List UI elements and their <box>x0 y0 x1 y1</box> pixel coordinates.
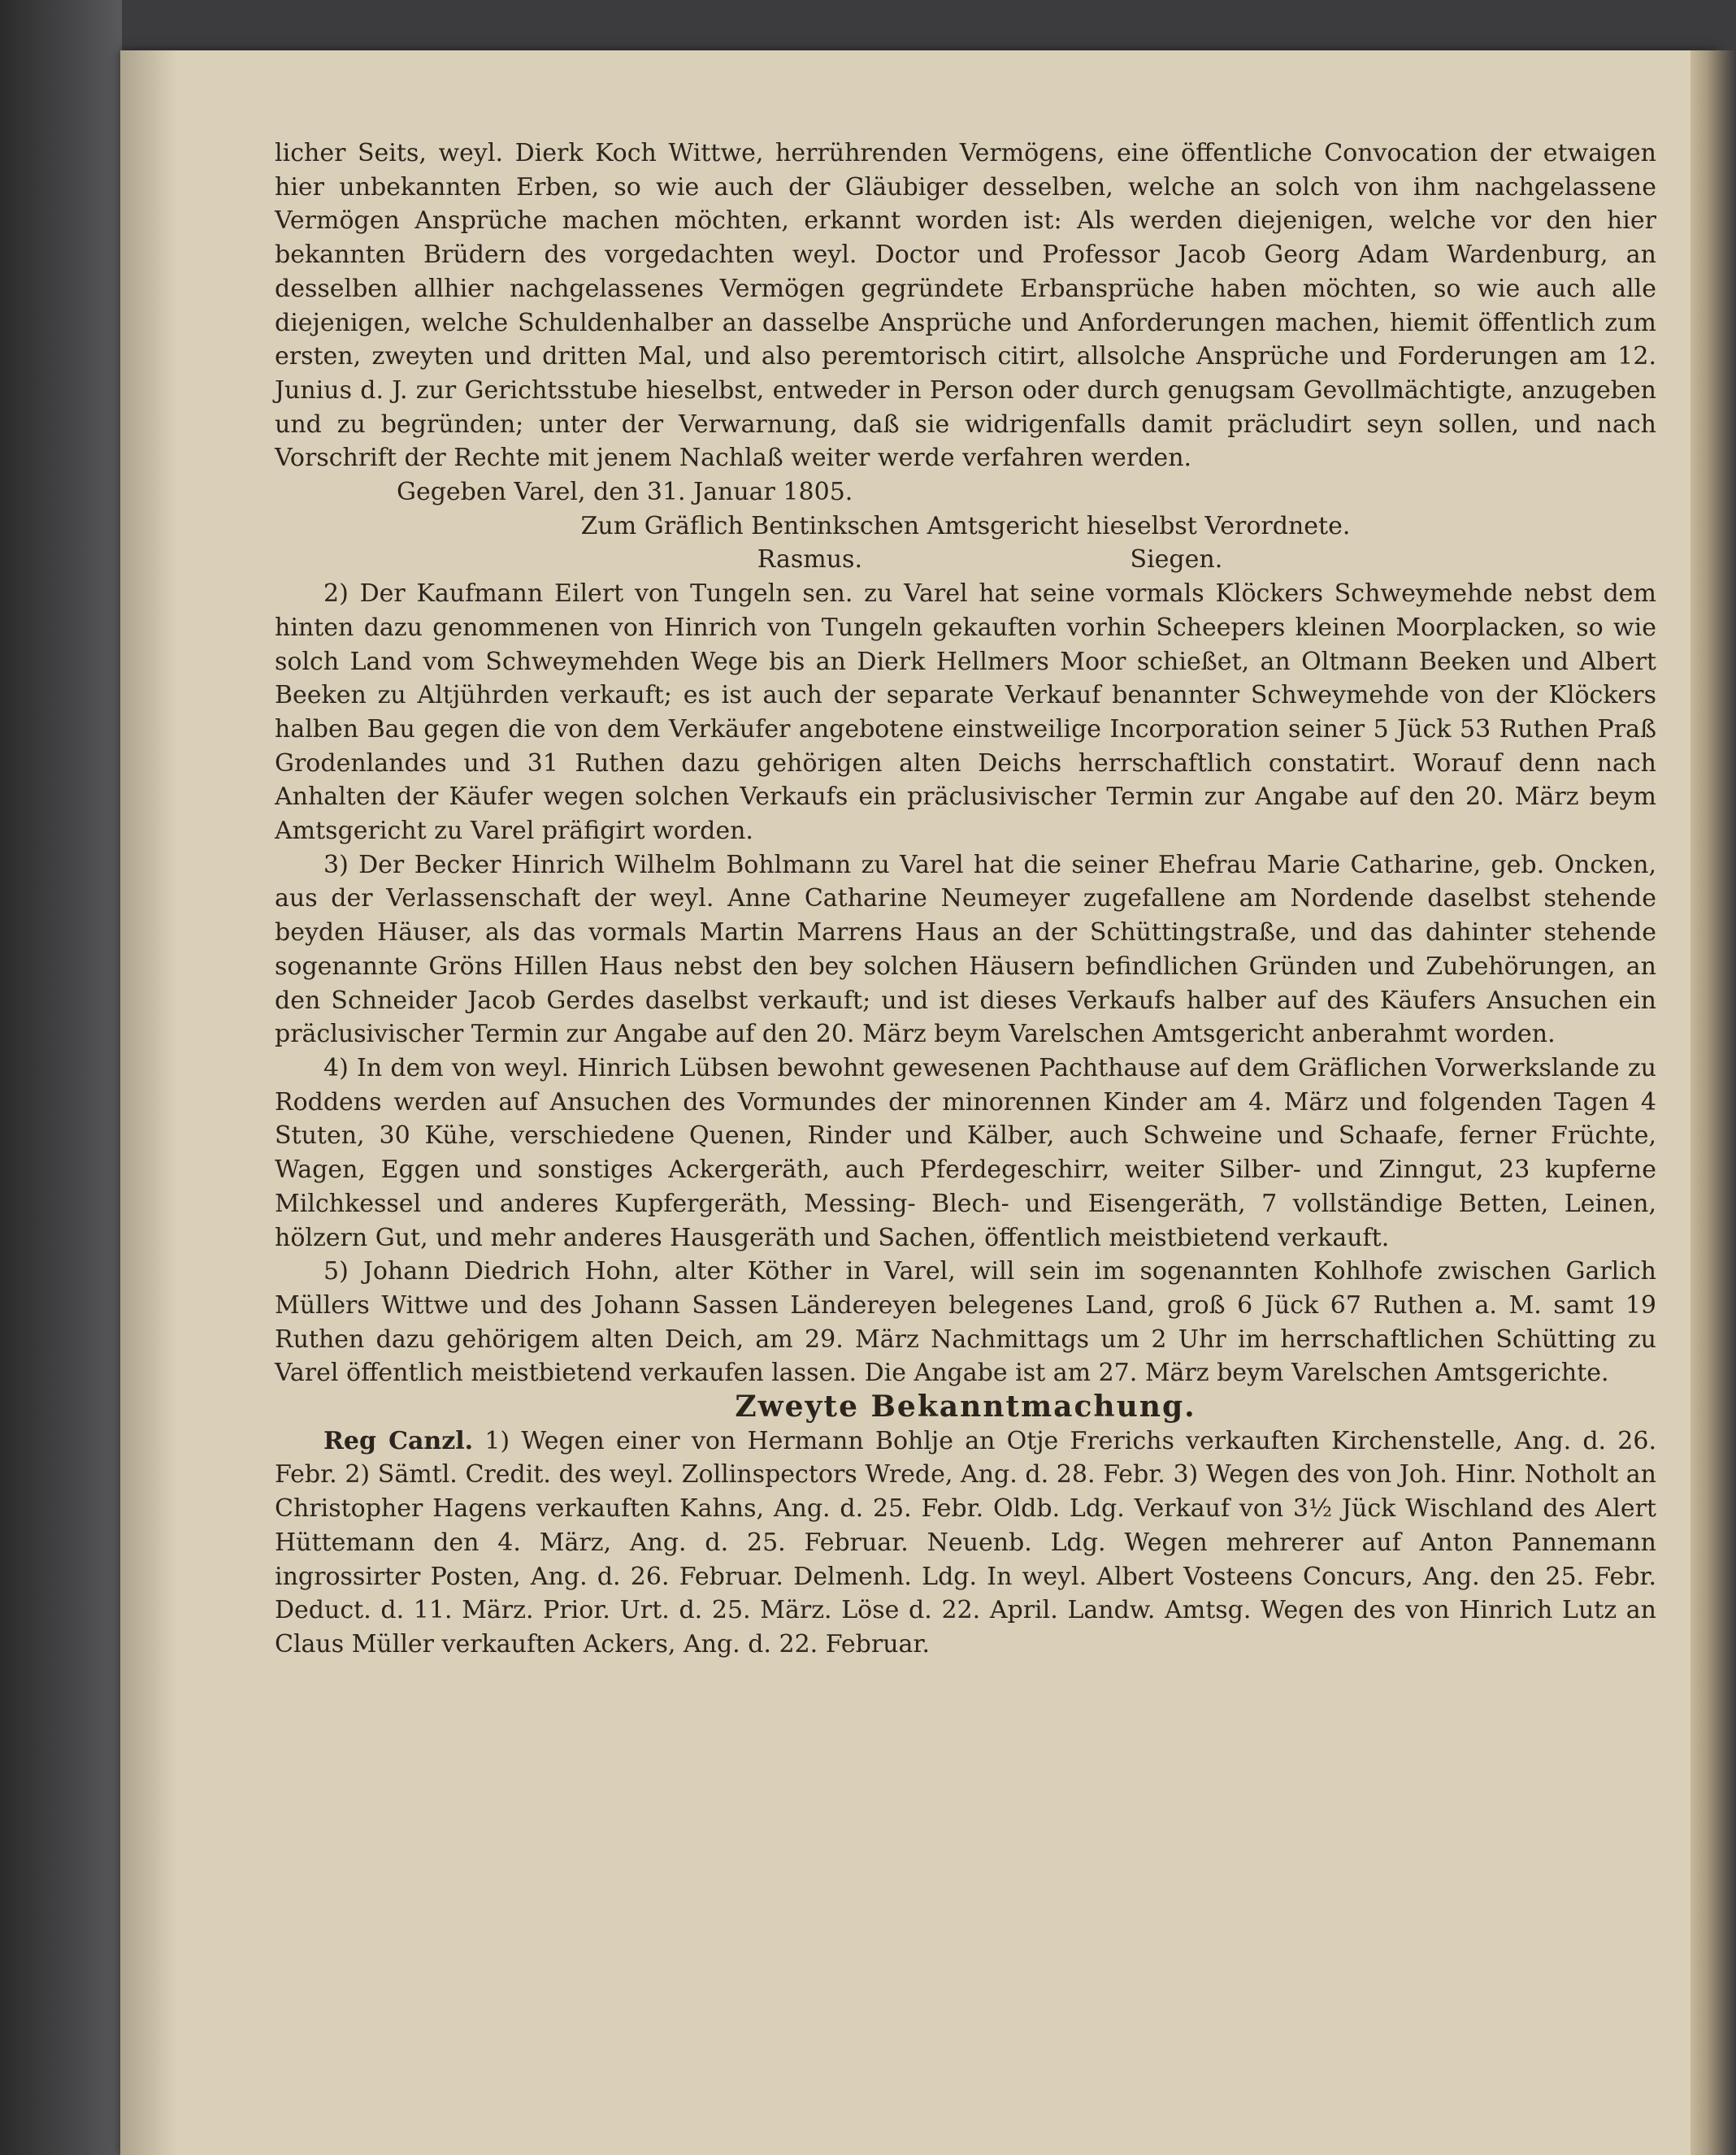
paragraph-2: 2) Der Kaufmann Eilert von Tungeln sen. zu Varel hat seine vormals Klöckers Schweymehde nebst dem hinten dazu genommenen von Hinrich von Tungeln gekauften vorhin Scheepers kleinen Moorplacken, so wie solch Land vom Schweymehden Wege bis an Dierk Hellmers Moor schießet, an Oltmann Beeken und Albert Beeken zu Altjührden verkauft; es ist auch der separate Verkauf benannter Schweymehde von der Klöckers halben Bau gegen die von dem Verkäufer angebotene einstweilige Incorporation seiner 5 Jück 53 Ruthen Praß Grodenlandes und 31 Ruthen dazu gehörigen alten Deichs herrschaftlich constatirt. Worauf denn nach Anhalten der Käufer wegen solchen Verkaufs ein präclusivischer Termin zur Angabe auf den 20. März beym Amtsgericht zu Varel präfigirt worden. <box>275 579 1656 846</box>
scanner-background <box>0 0 122 2155</box>
signatures: Rasmus. Siegen. <box>757 545 1223 575</box>
paragraph-intro: licher Seits, weyl. Dierk Koch Wittwe, herrührenden Vermögens, eine öffentliche Convocation der etwaigen hier unbekannten Erben, so wie auch der Gläubiger desselben, welche an solch von ihm nachgelassene Vermögen Ansprüche machen möchten, erkannt worden ist: Als werden diejenigen, welche vor den hier bekannten Brüdern des vorgedachten weyl. Doctor und Professor Jacob Georg Adam Wardenburg, an desselben allhier nachgelassenes Vermögen gegründete Erbansprüche haben möchten, so wie auch alle diejenigen, welche Schuldenhalber an dasselbe Ansprüche und Anforderungen machen, hiemit öffentlich zum ersten, zweyten und dritten Mal, und also peremtorisch citirt, allsolche Ansprüche und Forderungen am 12. Junius d. J. zur Gerichtsstube hieselbst, entweder in Person oder durch genugsam Gevollmächtigte, anzugeben und zu begründen; unter der Verwarnung, daß sie widrigenfalls damit präcludirt seyn sollen, und nach Vorschrift der Rechte mit jenem Nachlaß weiter werde verfahren werden. <box>275 139 1656 473</box>
final-rest: 1) Wegen einer von Hermann Bohlje an Otje Frerichs verkauften Kirchenstelle, Ang. d. 26. Febr. 2) Sämtl. Credit. des weyl. Zollinspectors Wrede, Ang. d. 28. Febr. 3) Wegen des von Joh. Hinr. Notholt an Christopher Hagens verkauften Kahns, Ang. d. 25. Febr. Oldb. Ldg. Verkauf von 3½ Jück Wischland des Alert Hüttemann den 4. März, Ang. d. 25. Februar. Neuenb. Ldg. Wegen mehrerer auf Anton Pannemann ingrossirter Posten, Ang. d. 26. Februar. Delmenh. Ldg. In weyl. Albert Vosteens Concurs, Ang. den 25. Febr. Deduct. d. 11. März. Prior. Urt. d. 25. März. Löse d. 22. April. Landw. Amtsg. Wegen des von Hinrich Lutz an Claus Müller verkauften Ackers, Ang. d. 22. Februar. <box>275 1426 1656 1659</box>
date-line: Gegeben Varel, den 31. Januar 1805. <box>397 478 853 507</box>
paragraph-final <box>275 1424 1656 1662</box>
authority-line: Zum Gräflich Bentinkschen Amtsgericht hieselbst Verordnete. <box>580 511 1351 540</box>
section-heading: Zweyte Bekanntmachung. <box>735 1390 1196 1424</box>
final-lead: Reg Canzl. <box>323 1426 474 1455</box>
paragraph-3: 3) Der Becker Hinrich Wilhelm Bohlmann zu Varel hat die seiner Ehefrau Marie Catharine, geb. Oncken, aus der Verlassenschaft der weyl. Anne Catharine Neumeyer zugefallene am Nordende daselbst stehende beyden Häuser, als das vormals Martin Marrens Haus an der Schüttingstraße, und das dahinter stehende sogenannte Gröns Hillen Haus nebst den bey solchen Häusern befindlichen Gründen und Zubehörungen, an den Schneider Jacob Gerdes daselbst verkauft; und ist dieses Verkaufs halber auf des Käufers Ansuchen ein präclusivischer Termin zur Angabe auf den 20. März beym Varelschen Amtsgericht anberahmt worden. <box>275 850 1656 1049</box>
paragraph-5: 5) Johann Diedrich Hohn, alter Köther in Varel, will sein im sogenannten Kohlhofe zwischen Garlich Müllers Wittwe und des Johann Sassen Ländereyen belegenes Land, groß 6 Jück 67 Ruthen a. M. samt 19 Ruthen dazu gehörigem alten Deich, am 29. März Nachmittags um 2 Uhr im herrschaftlichen Schütting zu Varel öffentlich meistbietend verkaufen lassen. Die Angabe ist am 27. März beym Varelschen Amtsgerichte. <box>275 1257 1656 1388</box>
page-edge <box>1690 50 1736 2155</box>
document-text <box>275 137 1656 1662</box>
paragraph-4: 4) In dem von weyl. Hinrich Lübsen bewohnt gewesenen Pachthause auf dem Gräflichen Vorwerkslande zu Roddens werden auf Ansuchen des Vormundes der minorennen Kinder am 4. März und folgenden Tagen 4 Stuten, 30 Kühe, verschiedene Quenen, Rinder und Kälber, auch Schweine und Schaafe, ferner Früchte, Wagen, Eggen und sonstiges Ackergeräth, auch Pferdegeschirr, weiter Silber- und Zinngut, 23 kupferne Milchkessel und anderes Kupfergeräth, Messing- Blech- und Eisengeräth, 7 vollständige Betten, Leinen, hölzern Gut, und mehr anderes Hausgeräth und Sachen, öffentlich meistbietend verkauft. <box>275 1053 1656 1252</box>
page-gutter-shadow <box>120 50 177 2155</box>
